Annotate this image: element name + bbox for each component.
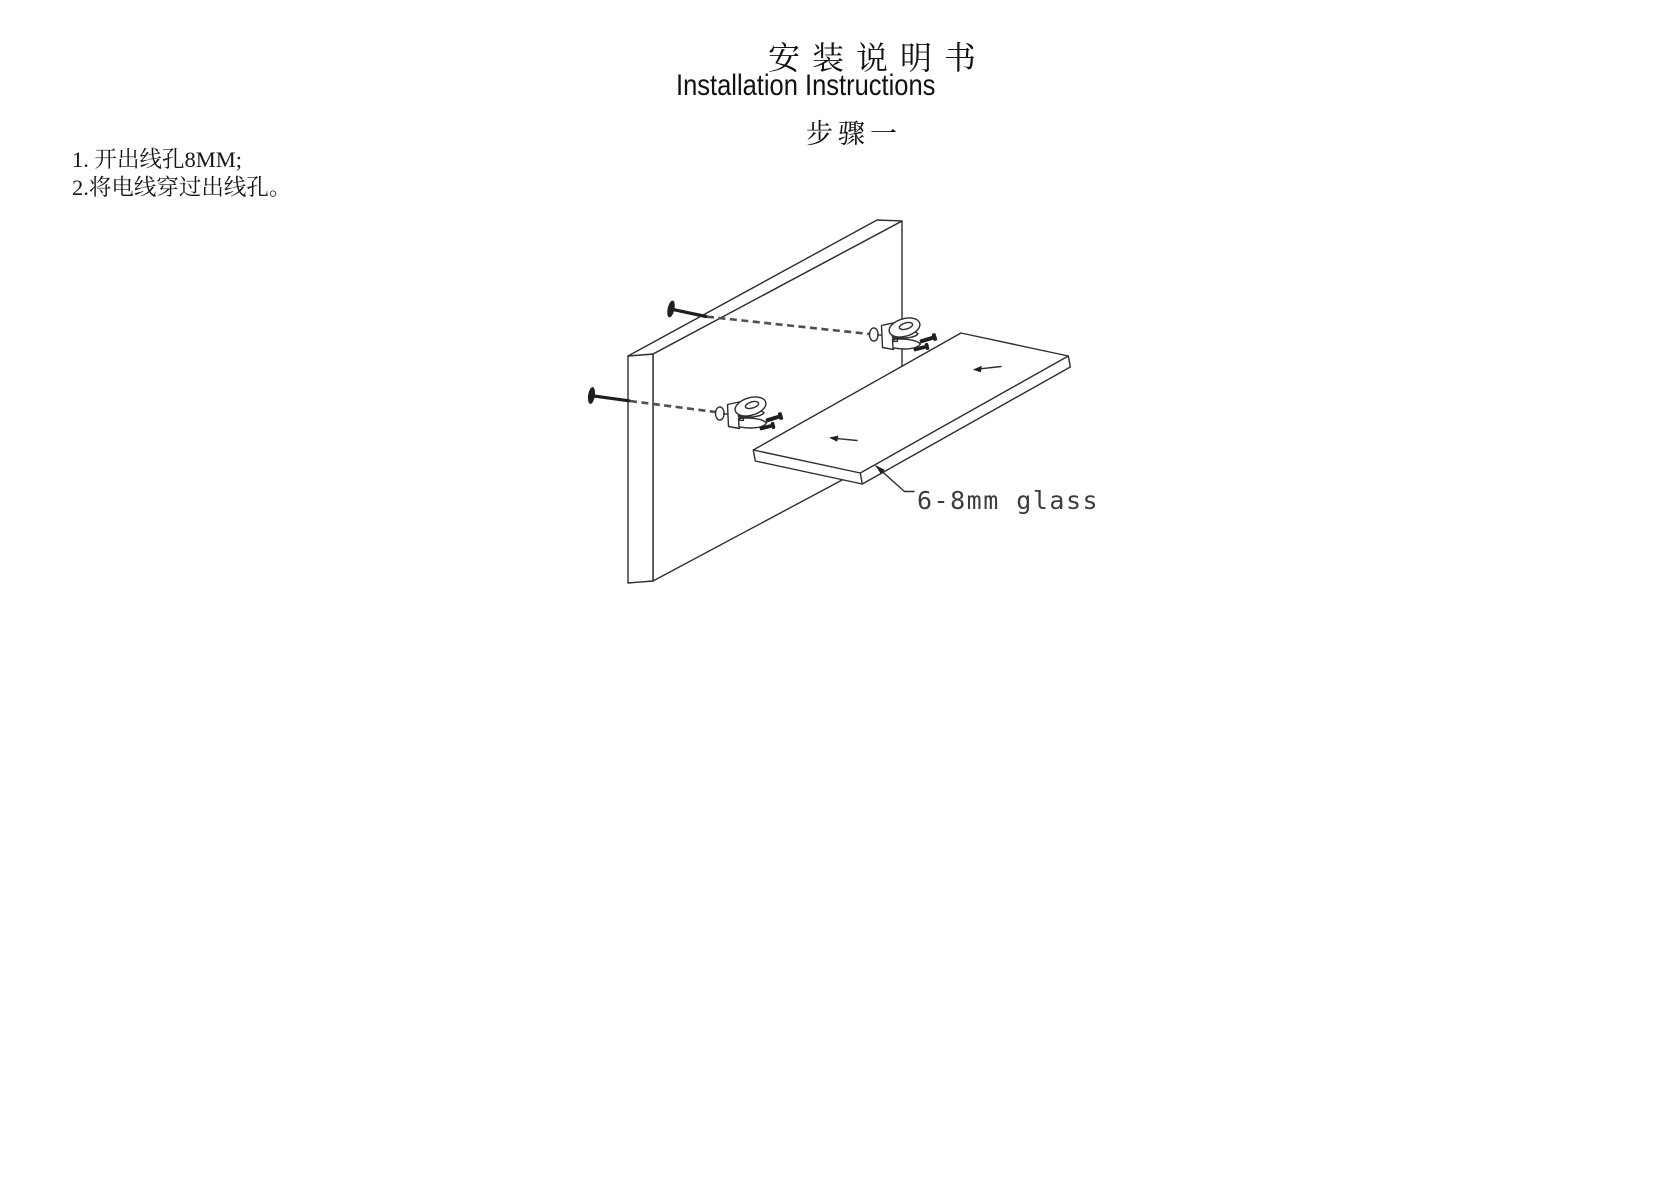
glass-label-leader [875, 465, 914, 491]
page-title-english: Installation Instructions [676, 69, 936, 102]
instruction-line-1: 1. 开出线孔8MM; [72, 147, 243, 172]
instruction-line-2: 2.将电线穿过出线孔。 [72, 174, 292, 200]
step-heading: 步骤一 [806, 119, 902, 149]
wall-panel-left-edge-face [628, 354, 653, 583]
page-title-chinese: 安装说明书 [768, 40, 989, 76]
glass-thickness-label: 6-8mm glass [917, 486, 1100, 515]
